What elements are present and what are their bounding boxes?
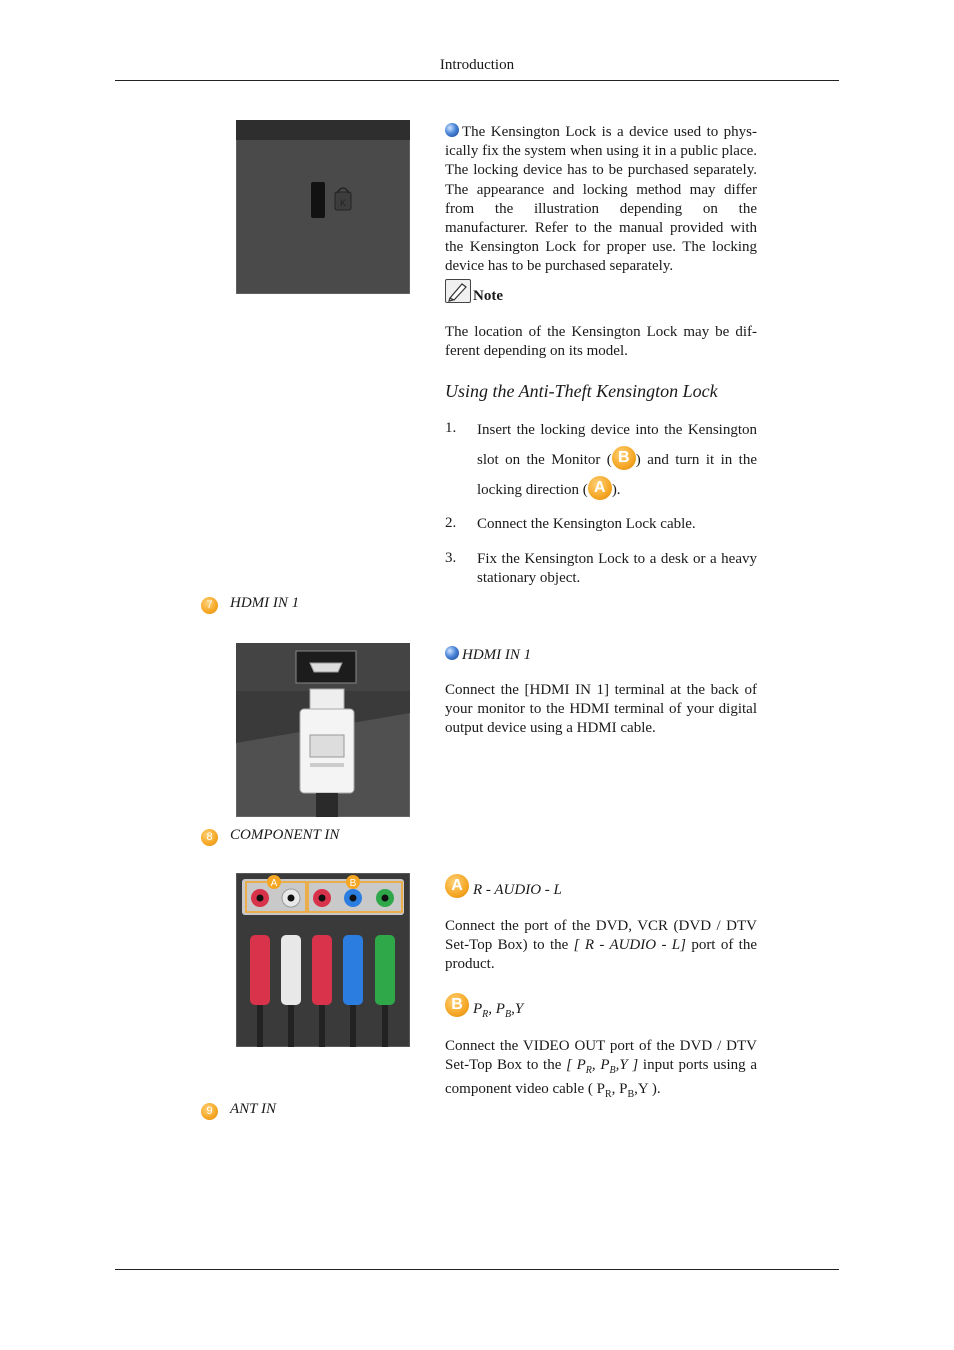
step-3-text: Fix the Kensington Lock to a desk or a heavy stationary object. [477,551,757,587]
number-badge-8: 8 [201,829,218,846]
note-label: Note [473,288,503,304]
header-rule [115,80,839,81]
note-text: The location of the Kensington Lock may be dif-ferent depending on its model. [445,324,757,360]
hdmi-port-image [236,643,410,817]
video-title: $P_R$, $P_B,Y$ [473,1001,524,1020]
video-description: Connect the VIDEO OUT port of the DVD / DTV Set-Top Box to the [ $P_R$, $P_B,Y$ ] input ports using a component video cable ( $P_R$, $P_B,Y$ ). [445,1038,757,1101]
audio-title: R - AUDIO - L [473,882,562,898]
blue-bullet-icon [445,123,459,137]
component-image-badge-b: B [349,878,357,889]
hdmi-section-label: HDMI IN 1 [230,595,300,611]
footer-rule [115,1269,839,1270]
step-1-text: Insert the locking device into the Kensington slot on the Monitor ( B ) and turn it in the locking direction ( A ). [477,422,757,498]
ant-section-label: ANT IN [230,1101,276,1117]
badge-b-icon: B [445,993,469,1017]
component-section-label: COMPONENT IN [230,827,340,843]
kensington-usage-heading: Using the Anti-Theft Kensington Lock [445,381,718,401]
note-pencil-icon [445,279,471,303]
page-header-title: Introduction [439,57,515,73]
audio-description: Connect the port of the DVD, VCR (DVD / DTV Set-Top Box) to the [ R - AUDIO - L] port of the product. [445,918,757,973]
kensington-slot-image [236,120,410,294]
badge-b-icon: B [612,446,636,470]
hdmi-description: Connect the [HDMI IN 1] terminal at the back of your monitor to the HDMI terminal of your digital output device using a HDMI cable. [445,682,757,737]
step-number: 3. [445,550,457,566]
number-badge-9: 9 [201,1103,218,1120]
badge-a-icon: A [445,874,469,898]
svg-text:K: K [339,198,347,208]
hdmi-item-title: HDMI IN 1 [445,646,757,665]
kensington-description: The Kensington Lock is a device used to phys-ically fix the system when using it in a public place. The locking device has to be purchased separately. The appearance and locking method may differ from the illustration depending on the manufacturer. Refer to the manual provided with the Kensington Lock for proper use. The locking device has to be purchased separately. [445,124,758,275]
blue-bullet-icon [445,646,459,660]
component-port-image [236,873,410,1047]
badge-a-icon: A [588,476,612,500]
number-badge-7: 7 [201,597,218,614]
step-number: 1. [445,420,457,436]
step-2-text: Connect the Kensington Lock cable. [477,516,696,532]
step-number: 2. [445,515,457,531]
component-image-badge-a: A [270,878,278,889]
